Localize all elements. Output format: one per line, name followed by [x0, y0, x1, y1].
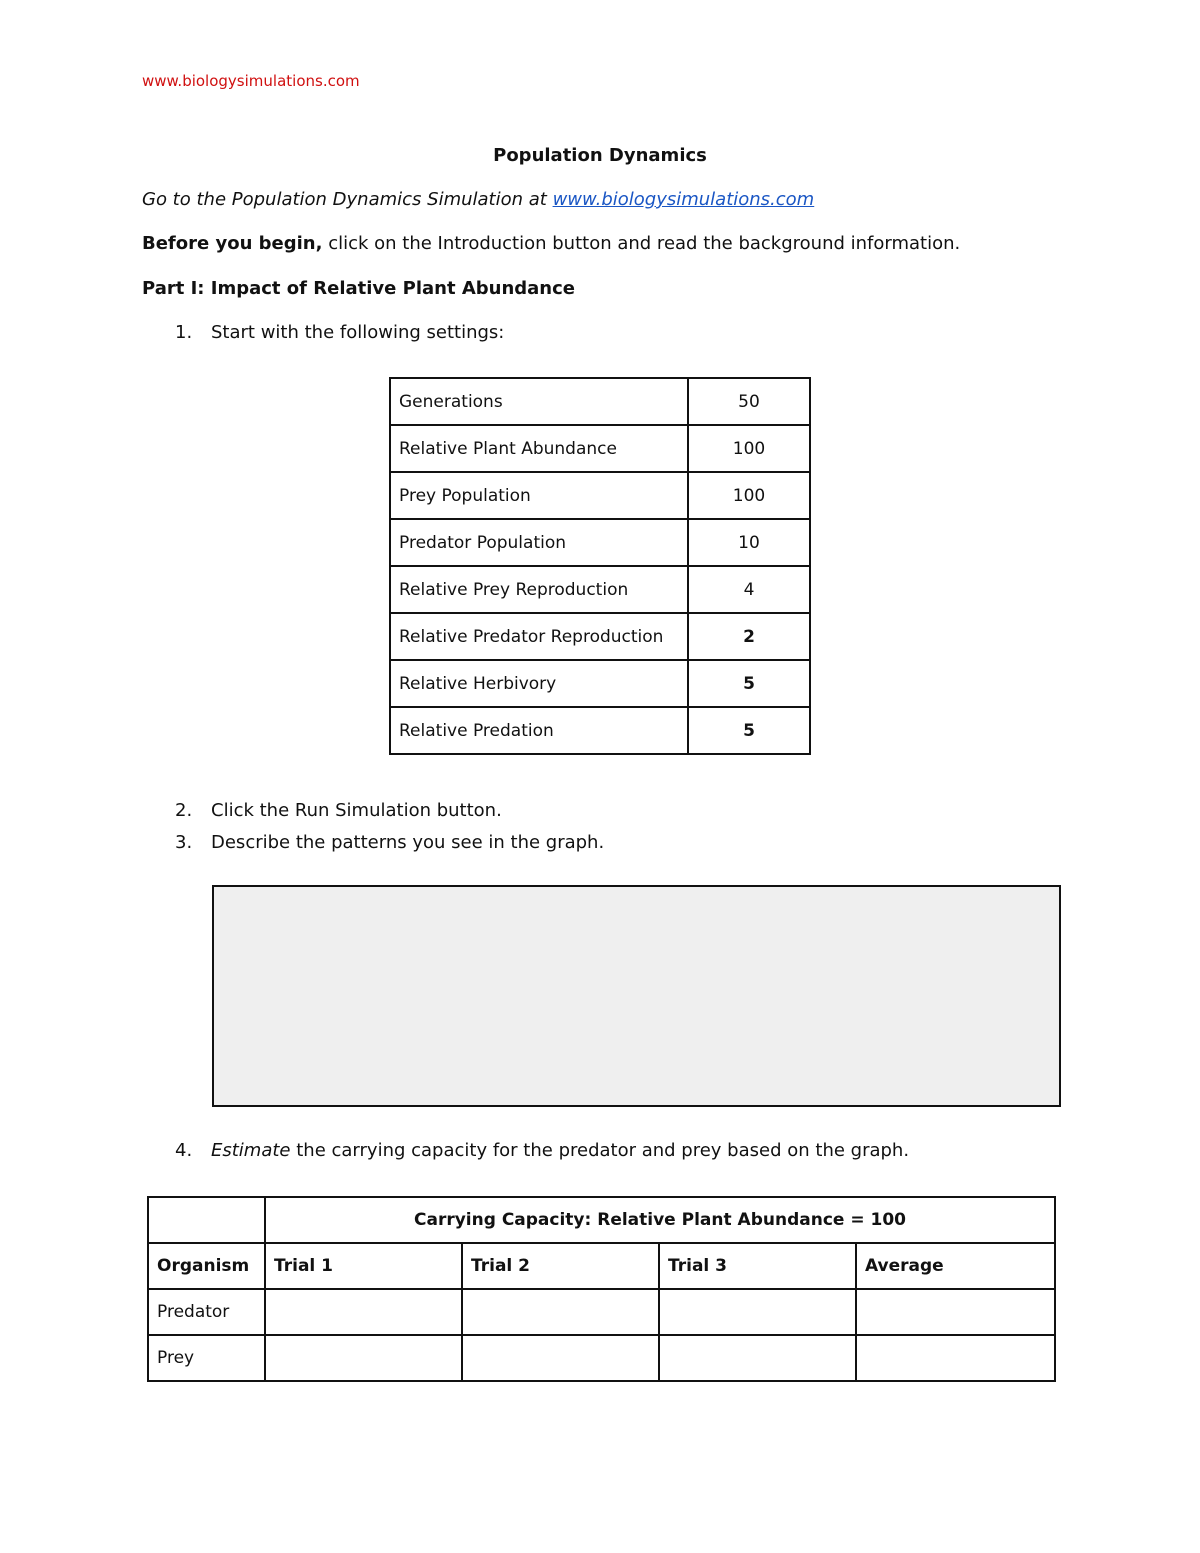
prey-average-cell[interactable] [856, 1335, 1055, 1381]
organism-label: Prey [148, 1335, 265, 1381]
column-header-trial-1: Trial 1 [265, 1243, 462, 1289]
part1-heading: Part I: Impact of Relative Plant Abundance [142, 278, 575, 299]
capacity-table-header: Carrying Capacity: Relative Plant Abundance = 100 [265, 1197, 1055, 1243]
settings-table [389, 377, 811, 755]
prey-trial-3-cell[interactable] [659, 1335, 856, 1381]
step-emphasis: Estimate [211, 1140, 291, 1161]
table-row [390, 660, 810, 707]
setting-label: Relative Plant Abundance [390, 425, 688, 472]
table-row [148, 1289, 1055, 1335]
column-header-trial-3: Trial 3 [659, 1243, 856, 1289]
page-title: Population Dynamics [493, 145, 707, 166]
organism-label: Predator [148, 1289, 265, 1335]
answer-text-box[interactable] [212, 885, 1061, 1107]
table-row [148, 1243, 1055, 1289]
table-row [148, 1335, 1055, 1381]
before-instruction [142, 233, 960, 254]
table-row [390, 472, 810, 519]
setting-label: Relative Predation [390, 707, 688, 754]
prey-trial-1-cell[interactable] [265, 1335, 462, 1381]
step-2 [175, 800, 502, 821]
predator-trial-1-cell[interactable] [265, 1289, 462, 1335]
setting-label: Relative Predator Reproduction [390, 613, 688, 660]
setting-value: 50 [688, 378, 810, 425]
step-number: 3. [175, 832, 193, 853]
setting-label: Relative Herbivory [390, 660, 688, 707]
predator-trial-2-cell[interactable] [462, 1289, 659, 1335]
before-bold-text: Before you begin, [142, 233, 323, 254]
setting-value: 10 [688, 519, 810, 566]
setting-value: 100 [688, 425, 810, 472]
goto-instruction [142, 189, 814, 210]
goto-prefix: Go to the Population Dynamics Simulation at [142, 189, 553, 210]
table-row [390, 425, 810, 472]
setting-label: Prey Population [390, 472, 688, 519]
step-1 [175, 322, 504, 343]
step-4 [175, 1140, 909, 1161]
predator-average-cell[interactable] [856, 1289, 1055, 1335]
column-header-average: Average [856, 1243, 1055, 1289]
table-row [390, 613, 810, 660]
table-row [390, 707, 810, 754]
before-rest-text: click on the Introduction button and read the background information. [322, 233, 961, 254]
header-site-link[interactable]: www.biologysimulations.com [142, 72, 360, 90]
table-row [390, 519, 810, 566]
column-header-trial-2: Trial 2 [462, 1243, 659, 1289]
table-row [148, 1197, 1055, 1243]
step-text: Describe the patterns you see in the graph. [211, 832, 605, 853]
setting-label: Generations [390, 378, 688, 425]
setting-value: 4 [688, 566, 810, 613]
column-header-organism: Organism [148, 1243, 265, 1289]
step-text: Start with the following settings: [211, 322, 505, 343]
step-number: 1. [175, 322, 193, 343]
setting-value: 5 [688, 660, 810, 707]
table-row [390, 566, 810, 613]
setting-value: 100 [688, 472, 810, 519]
step-number: 4. [175, 1140, 193, 1161]
step-text: Click the Run Simulation button. [211, 800, 502, 821]
step-3 [175, 832, 604, 853]
setting-label: Predator Population [390, 519, 688, 566]
biologysimulations-link[interactable]: www.biologysimulations.com [552, 189, 815, 210]
carrying-capacity-table [147, 1196, 1056, 1382]
predator-trial-3-cell[interactable] [659, 1289, 856, 1335]
setting-label: Relative Prey Reproduction [390, 566, 688, 613]
table-row [390, 378, 810, 425]
setting-value: 5 [688, 707, 810, 754]
setting-value: 2 [688, 613, 810, 660]
step-text: the carrying capacity for the predator and prey based on the graph. [290, 1140, 910, 1161]
prey-trial-2-cell[interactable] [462, 1335, 659, 1381]
empty-corner-cell [148, 1197, 265, 1243]
step-number: 2. [175, 800, 193, 821]
